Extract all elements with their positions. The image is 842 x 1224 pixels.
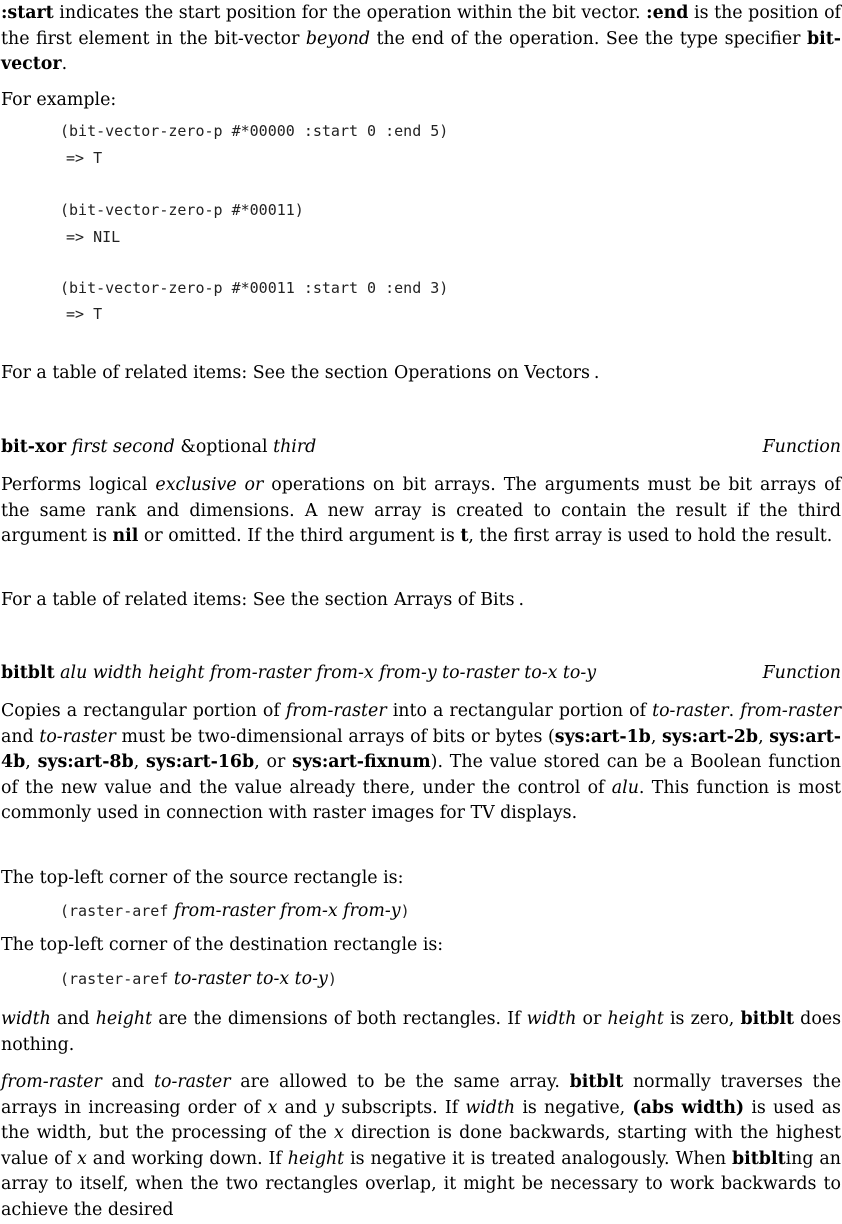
function-name-bitblt: bitblt [1,663,55,683]
traversal-paragraph: from-raster and to-raster are allowed to be the same array. bitblt normally traverses the arrays in increasing order of x and y subscripts. If width is negative, (abs width) is used as the width, but the processing of the x direction is done backwards, starting with the highest value of x and working down. If height is negative it is treated analogously. When bitblting an array to itself, when the two rectangles overlap, it might be necessary to work backwards to achieve the desired [1,1072,842,1220]
source-corner-code: (raster-aref from-raster from-x from-y) [60,901,410,921]
for-example-label: For example: [1,90,117,110]
bitblt-description: Copies a rectangular portion of from-raster into a rectangular portion of to-raster. from-raster and to-raster must be two-dimensional arrays of bits or bytes (sys:art-1b, sys:art-2b, sys:art-4b, sys:art-8b, sys:art-16b, or sys:art-fixnum). The value stored can be a Boolean function of the new value and the value already there, under the control of alu. This function is most commonly used in connection with raster images for TV displays. [1,701,842,824]
example-result-2: => NIL [66,228,121,246]
entry-type-label: Function [762,663,841,683]
entry-type-label: Function [762,437,841,457]
type-link-bit-vector[interactable]: bit-vector [1,28,841,75]
section-link-arrays-of-bits[interactable]: Arrays of Bits [393,590,515,610]
related-items-1: For a table of related items: See the section Operations on Vectors . [1,363,600,383]
related-items-2: For a table of related items: See the section Arrays of Bits . [1,590,525,610]
source-corner-label: The top-left corner of the source rectangle is: [1,868,404,888]
bit-xor-header: bit-xor first second &optional third Function [1,434,841,460]
example-result-1: => T [66,149,103,167]
section-link-operations-on-vectors[interactable]: Operations on Vectors [393,363,590,383]
function-name-bit-xor: bit-xor [1,437,67,457]
destination-corner-code: (raster-aref to-raster to-x to-y) [60,969,337,989]
example-code-2: (bit-vector-zero-p #*00011) [60,201,304,219]
intro-paragraph: :start indicates the start position for the operation within the bit vector. :end is the position of the first element in the bit-vector beyond the end of the operation. See the type specifier bit-vector. [1,3,841,75]
bit-xor-description: Performs logical exclusive or operations on bit arrays. The arguments must be bit arrays of the same rank and dimensions. A new array is created to contain the result if the third argument is nil or omitted. If the third argument is t, the first array is used to hold the result. [1,475,841,547]
keyword-end: :end [646,3,689,23]
example-code-1: (bit-vector-zero-p #*00000 :start 0 :end 5) [60,122,449,140]
destination-corner-label: The top-left corner of the destination rectangle is: [1,935,444,955]
dimensions-paragraph: width and height are the dimensions of both rectangles. If width or height is zero, bitblt does nothing. [1,1009,842,1055]
keyword-start: :start [1,3,54,23]
example-code-3: (bit-vector-zero-p #*00011 :start 0 :end 3) [60,279,449,297]
bitblt-header: bitblt alu width height from-raster from-x from-y to-raster to-x to-y Function [1,660,841,686]
example-result-3: => T [66,305,103,323]
